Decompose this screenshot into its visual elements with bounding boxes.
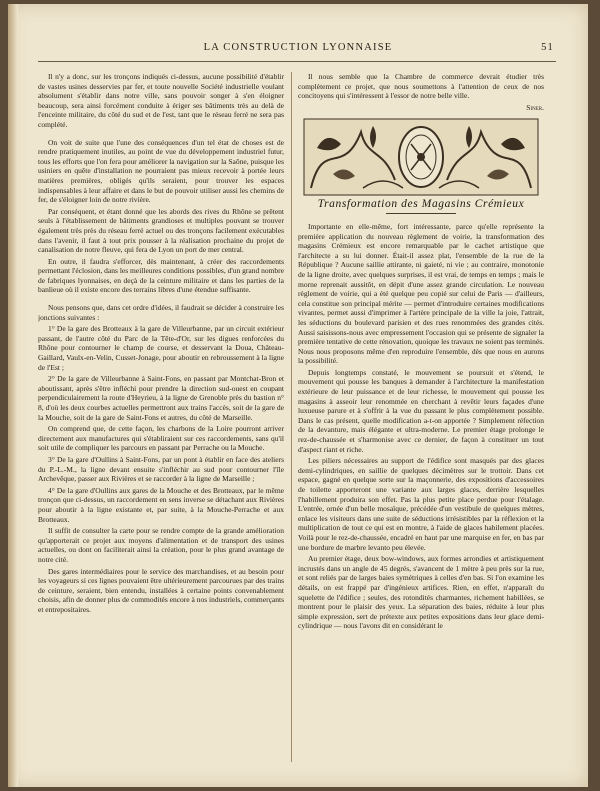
journal-title: LA CONSTRUCTION LYONNAISE [203, 42, 393, 53]
paragraph: En outre, il faudra s'efforcer, dès maintenant, à créer des raccordements permettant l'éclosion, dans les meilleures conditions possibles, d'un grand nombre de fabriques lyonnaises, en deçà de la ceinture militaire et dans les parties de la banlieue où il existe encore des terrains libres d'une étendue suffisante. [38, 256, 284, 295]
paragraph: Nous pensons que, dans cet ordre d'idées, il faudrait se décider à construire les jonctions suivantes : [38, 303, 284, 322]
paragraph: 2° De la gare de Villeurbanne à Saint-Fons, en passant par Montchat-Bron et aboutissant, après s'être infléchi pour prendre la direction sud-ouest en coupant perpendiculairement la route d'Heyrieu, à la ligne de Grenoble près du bastion n° 8, d'où les deux courbes actuelles permettront aux trains l'accès, soit de la gare de la Mouche, soit de la gare de Saint-Fons et autres, du côté de Marseille. [38, 374, 284, 422]
paragraph: 3° De la gare d'Oullins à Saint-Fons, par un pont à établir en face des ateliers du P.-L.-M., la ligne devant ensuite s'infléchir au sud pour contourner l'île Archevêque, passer aux Rivières et se raccorder à la ligne de Marseille ; [38, 454, 284, 484]
paragraph: Depuis longtemps constaté, le mouvement se poursuit et s'étend, le mouvement qui pousse les banques à demander à l'architecture la manifestation extérieure de leur puissance et de leur richesse, le mouvement qui pousse les magasins à asseoir leur renommée en cherchant à revêtir leurs façades d'une luxueuse parure et à s'offrir à la vue du passant le plus complètement possible. Dans le cas présent, quelle modification a-t-on apportée ? Simplement réfection de la devanture, mais élégante et ultra-moderne. Le premier étage prolonge le rez-de-chaussée et s'harmonise avec ce dernier, de façon à constituer un tout d'aspect riant et riche. [298, 367, 544, 454]
page [8, 4, 588, 787]
signature: Siner. [526, 102, 544, 112]
header-rule [38, 61, 556, 62]
running-head [42, 42, 554, 56]
paragraph: Il suffit de consulter la carte pour se rendre compte de la grande amélioration qu'apporterait ce projet aux moyens d'alimentation et de transport des usines actuelles, ou dont on faciliterait ainsi la création, pour le plus grand avantage de notre cité. [38, 526, 284, 564]
paragraph: 1° De la gare des Brotteaux à la gare de Villeurbanne, par un circuit extérieur passant, de l'autre côté du Parc de la Tête-d'Or, sur les digues renforcées du Rhône pour contourner le champ de course, et desservant la Doua, Château-Gaillard, Vaulx-en-Velin, Cusset-Jonage, pour aboutir en rebroussement à la ligne de l'Est ; [38, 324, 284, 372]
paragraph: Il n'y a donc, sur les tronçons indiqués ci-dessus, aucune possibilité d'établir de vastes usines desservies par fer, et toute nouvelle Société industrielle voulant absolument s'établir dans notre ville, sans pouvoir songer à s'en éloigner beaucoup, sera ainsi forcément conduite à ériger ses bâtiments très au delà de l'enceinte militaire, du côté du sud et de l'est, tant que le réseau ferré ne sera pas complété. [38, 72, 284, 129]
binding-gutter [8, 4, 18, 787]
left-column [38, 72, 284, 760]
article-heading: Transformation des Magasins Crémieux [317, 198, 525, 211]
column-divider [291, 72, 292, 762]
paragraph: Importante en elle-même, fort intéressante, parce qu'elle représente la première application du nouveau règlement de voirie, la transformation des magasins Crémieux est encore remarquable par le cachet artistique que l'architecte a su lui donner. Était-il assez plat, l'ensemble de la rue de la République ? Aucune saillie attirante, ni gaieté, ni vie ; au contraire, monotonie de la ligne droite, avec quelques surprises, il est vrai, de temps en temps ; mais le morne reprenait aussitôt, en dépit d'une assez grande circulation. Le nouveau règlement de voirie, qui a été quelque peu copié sur celui de Paris — d'ailleurs, cela constitue son principal mérite — permet d'introduire certaines modifications vivantes, permet aussi d'imprimer à l'artère principale de la ville la joie, l'attrait, les séductions du boulevard parisien et des rues renommées des grandes cités. Aussi saisissons-nous avec empressement l'occasion qui se présente de signaler la première tentative de cette rénovation, quoique les travaux ne soient pas terminés. Nous nous proposons même d'en reproduire l'ensemble, dès que nous en aurons la possibilité. [298, 221, 544, 366]
page-number: 51 [541, 42, 554, 53]
heading-rule [386, 213, 456, 214]
paragraph: 4° De la gare d'Oullins aux gares de la Mouche et des Brotteaux, par le même tronçon que ci-dessus, un raccordement en sens inverse se détachant aux Rivières pour aboutir à la ligne existante et, par suite, à la Mouche-Perrache et aux Brotteaux. [38, 485, 284, 524]
paragraph: Des gares intermédiaires pour le service des marchandises, et au besoin pour les voyageurs si ces lignes pouvaient être ultérieurement parcourues par des trains de ceinture, seraient, bien entendu, installées à certaine points convenablement choisis, afin de donner plus de commodités encore à nos industriels, commerçants et entrepositaires. [38, 566, 284, 614]
paragraph: On comprend que, de cette façon, les charbons de la Loire pourront arriver directement aux manufactures qui s'établiraient sur ces raccordements, sans qu'il soit utile de compliquer les parcours en passant par Perrache ou la Mouche. [38, 424, 284, 453]
paragraph: Au premier étage, deux bow-windows, aux formes arrondies et artistiquement incrustés dans un angle de 45 degrés, s'avancent de 1 mètre à peu près sur la rue, et sont reliés par de larges baies symétriques à celles d'en bas. Si l'on examine les détails, on est frappé par d'ingénieux artifices. Rien, en effet, n'apparaît du squelette de l'édifice ; seules, des rotondités charmantes, richement habillées, se montrent pour le plaisir des yeux. La séparation des baies, réduite à leur plus simple expression, sert de prétexte aux petites expositions dans leur glace demi-cylindrique — nous l'avons dit en considérant le [298, 554, 544, 631]
paragraph: Par conséquent, et étant donné que les abords des rives du Rhône se prêtent seuls à l'établissement de bâtiments grandioses et multiples pouvant se trouver également très près du réseau ferré actuel ou des tronçons facilement exécutables dans l'avenir, il faut à tout prix pousser à la réalisation prochaine du projet de canalisation de notre fleuve, qui fera de Lyon un port de mer central. [38, 206, 284, 255]
right-column [298, 72, 544, 760]
paragraph: Il nous semble que la Chambre de commerce devrait étudier très complètement ce projet, que nous soumettons à l'attention de ceux de nos concitoyens qui s'intéressent à l'essor de notre belle ville. [298, 72, 544, 101]
paragraph: On voit de suite que l'une des conséquences d'un tel état de choses est de rendre pratiquement inutiles, au point de vue du développement industriel futur, tous les efforts que l'on fera pour améliorer la navigation sur la Saône, puisque les usiniers en quête d'installation ne pourraient pas mieux recevoir à portée leurs matières premières, obligés qu'ils seraient, pour trouver les espaces indispensables à leur affaire et dans le but de pouvoir utiliser aussi les chemins de fer, de s'éloigner loin de notre rivière. [38, 137, 284, 205]
ornamental-vignette-image [303, 118, 539, 196]
paragraph: Les piliers nécessaires au support de l'édifice sont masqués par des glaces demi-cylindriques, en saillie de quelques décimètres sur le trottoir. Dans cet espace, gagné en quelque sorte sur la maçonnerie, des expositions d'accessoires de toilette apporteront une variante aux larges glaces, derrière lesquelles l'habillement produira son effet. Pas la plus petite place perdue pour l'étalage. L'entrée, ornée d'un belle mosaïque, précédée d'un vestibule de quelques mètres, enlace les visiteurs dans une suite de séductions irrésistibles par la réflexion et la multiplication de tout ce qui est en montre, à l'aide de glaces habilement placées. Voilà pour le rez-de-chaussée, encadré en haut par une marquise en fer, en bas par une bordure de marbre levanto peu élevée. [298, 456, 544, 552]
